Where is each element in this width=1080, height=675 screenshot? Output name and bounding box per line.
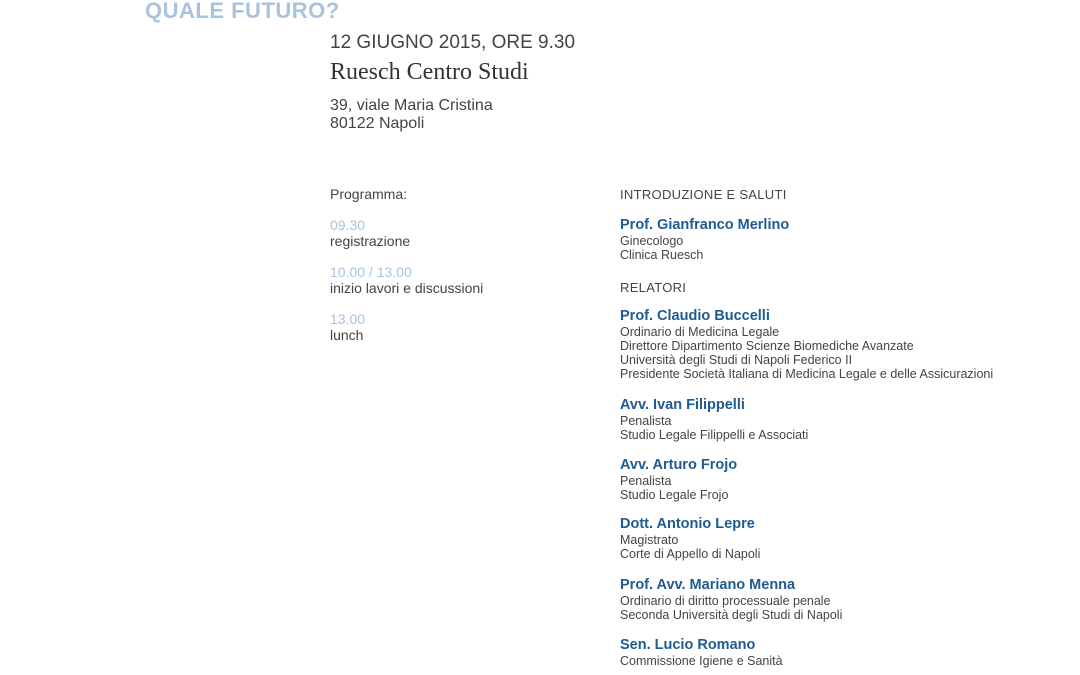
speaker-affiliation: Università degli Studi di Napoli Federico II: [620, 353, 853, 367]
speaker-entry: [620, 637, 783, 668]
speaker-role: Penalista: [620, 474, 672, 488]
speaker-role: Penalista: [620, 414, 672, 428]
intro-section-label: INTRODUZIONE E SALUTI: [620, 187, 787, 202]
venue-name: Ruesch Centro Studi: [330, 59, 529, 85]
relatori-section-label: RELATORI: [620, 280, 687, 295]
speaker-name: Prof. Gianfranco Merlino: [620, 217, 790, 233]
address-city: 80122 Napoli: [330, 115, 425, 132]
speaker-entry: [620, 217, 789, 262]
speaker-affiliation: Studio Legale Frojo: [620, 488, 729, 502]
programma-time: 13.00: [330, 311, 366, 327]
speaker-name: Prof. Avv. Mariano Menna: [620, 577, 796, 593]
speaker-affiliation: Studio Legale Filippelli e Associati: [620, 428, 809, 442]
speaker-entry: [620, 516, 760, 561]
speaker-affiliation: Seconda Università degli Studi di Napoli: [620, 608, 843, 622]
programma-item: [330, 264, 483, 296]
speaker-name: Sen. Lucio Romano: [620, 637, 756, 653]
speaker-name: Prof. Claudio Buccelli: [620, 308, 770, 324]
programma-item: [330, 311, 365, 343]
programma-desc: lunch: [330, 327, 364, 343]
programma-time: 09.30: [330, 217, 366, 233]
event-title: QUALE FUTURO?: [145, 0, 340, 23]
programma-desc: registrazione: [330, 233, 411, 249]
speaker-entry: [620, 457, 737, 502]
speaker-role: Direttore Dipartimento Scienze Biomediche Avanzate: [620, 339, 914, 353]
programma-desc: inizio lavori e discussioni: [330, 280, 484, 296]
speaker-name: Avv. Ivan Filippelli: [620, 397, 745, 413]
speaker-name: Dott. Antonio Lepre: [620, 516, 755, 532]
programma-item: [330, 217, 410, 249]
speaker-entry: [620, 397, 808, 442]
speaker-entry: [620, 577, 842, 622]
address-street: 39, viale Maria Cristina: [330, 97, 493, 114]
speaker-name: Avv. Arturo Frojo: [620, 457, 738, 473]
speaker-role: Ginecologo: [620, 234, 684, 248]
speaker-role: Presidente Società Italiana di Medicina Legale e delle Assicurazioni: [620, 367, 994, 381]
event-date: 12 GIUGNO 2015, ORE 9.30: [330, 32, 576, 53]
speaker-entry: [620, 308, 993, 381]
speaker-affiliation: Clinica Ruesch: [620, 248, 704, 262]
speaker-role: Ordinario di Medicina Legale: [620, 325, 780, 339]
programma-time: 10.00 / 13.00: [330, 264, 412, 280]
speaker-affiliation: Corte di Appello di Napoli: [620, 547, 761, 561]
speaker-role: Commissione Igiene e Sanità: [620, 654, 783, 668]
speaker-role: Ordinario di diritto processuale penale: [620, 594, 831, 608]
programma-label: Programma:: [330, 186, 408, 202]
venue-address: [330, 97, 493, 133]
speaker-role: Magistrato: [620, 533, 679, 547]
